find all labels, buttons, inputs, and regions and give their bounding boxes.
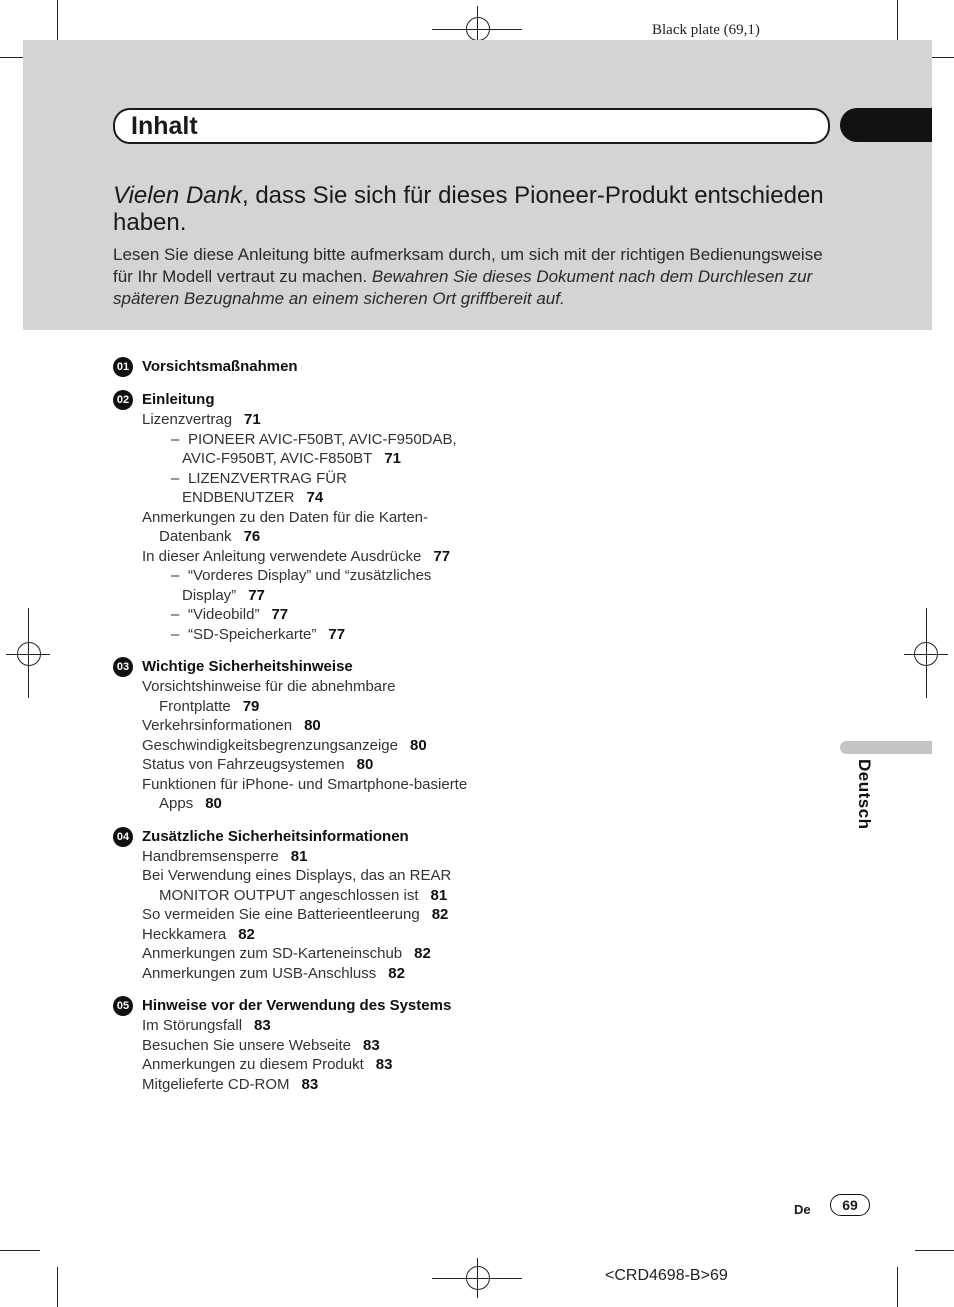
toc-entry-page: 74 [306, 489, 324, 506]
toc-entry[interactable] [142, 508, 473, 547]
chapter-number-icon: 05 [113, 996, 133, 1016]
toc-entry[interactable] [142, 755, 473, 775]
toc-entry-text: Mitgelieferte CD-ROM [142, 1075, 290, 1093]
crop-mark [915, 1250, 954, 1251]
toc-entry[interactable] [142, 925, 473, 945]
crop-mark [57, 1267, 58, 1307]
toc-entry-page: 77 [328, 625, 346, 643]
toc-entry-text: Handbremsensperre [142, 847, 279, 865]
toc-entry-page: 82 [238, 925, 255, 943]
table-of-contents [113, 356, 473, 1106]
toc-entry-page: 77 [271, 606, 289, 623]
toc-entry-text: Anmerkungen zum SD-Karteneinschub [142, 945, 403, 962]
toc-entry[interactable] [142, 547, 473, 567]
toc-entry[interactable] [142, 430, 473, 469]
toc-entry[interactable] [142, 625, 473, 645]
toc-entry-text: Geschwindigkeitsbegrenzungsanzeige [142, 736, 398, 754]
section-title-pill [113, 108, 830, 144]
toc-entry-text: Funktionen für iPhone- und Smartphone-basierte Apps [142, 775, 468, 812]
toc-entry-page: 82 [414, 945, 431, 962]
toc-entry-text: Lizenzvertrag [142, 411, 233, 428]
toc-entry[interactable] [142, 1055, 473, 1075]
registration-mark-icon [477, 6, 478, 40]
crop-mark [0, 57, 23, 58]
toc-entry[interactable] [142, 677, 473, 716]
toc-entry-page: 81 [290, 847, 308, 865]
toc-entry[interactable] [142, 964, 473, 984]
toc-entry-text: “SD-Speicherkarte” [188, 625, 317, 643]
toc-entry-text: Heckkamera [142, 925, 227, 943]
crop-mark [897, 1267, 898, 1307]
headline-rest: , dass Sie sich für dieses Pioneer-Produkt entschieden haben. [113, 182, 824, 236]
toc-entry[interactable] [142, 566, 473, 605]
toc-section-title[interactable]: Zusätzliche Sicherheitsinformationen [142, 827, 409, 845]
toc-section [113, 389, 473, 644]
intro-text [113, 244, 833, 310]
chapter-number-icon: 04 [113, 827, 133, 847]
dash-icon: – [171, 567, 180, 584]
toc-entry[interactable] [142, 469, 473, 508]
headline [113, 182, 853, 236]
toc-section [113, 826, 473, 984]
toc-entry-text: Verkehrsinformationen [142, 717, 293, 734]
toc-entry[interactable] [142, 605, 473, 625]
toc-entry-text: PIONEER AVIC-F50BT, AVIC-F950DAB, AVIC-F950BT, AVIC-F850BT [182, 430, 457, 467]
intro-italic: Bewahren Sie dieses Dokument nach dem Durchlesen zur späteren Bezugnahme an einem sicheren Ort griffbereit auf. [113, 267, 813, 308]
toc-entry-text: In dieser Anleitung verwendete Ausdrücke [142, 547, 422, 565]
toc-entry-text: Im Störungsfall [142, 1017, 243, 1034]
toc-entry-text: Bei Verwendung eines Displays, das an REAR MONITOR OUTPUT angeschlossen ist [142, 867, 452, 904]
crop-mark [0, 1250, 40, 1251]
toc-entry[interactable] [142, 736, 473, 756]
toc-entry-page: 82 [388, 964, 405, 982]
toc-section [113, 356, 473, 377]
crop-mark [932, 57, 954, 58]
toc-entry-page: 80 [205, 795, 222, 812]
dash-icon: – [171, 606, 180, 623]
toc-section-title[interactable]: Einleitung [142, 391, 215, 408]
toc-entry-page: 82 [431, 906, 449, 923]
toc-section [113, 995, 473, 1094]
toc-entry-page: 80 [356, 756, 374, 773]
toc-entry-page: 77 [248, 586, 265, 604]
crop-mark [57, 0, 58, 40]
dash-icon: – [171, 625, 180, 643]
toc-entry[interactable] [142, 1036, 473, 1056]
toc-entry-text: So vermeiden Sie eine Batterieentleerung [142, 906, 420, 923]
toc-entry-page: 80 [304, 717, 321, 734]
toc-section-title[interactable]: Vorsichtsmaßnahmen [142, 358, 298, 375]
toc-entry[interactable] [142, 944, 473, 964]
toc-entry-page: 77 [433, 547, 451, 565]
dash-icon: – [171, 430, 180, 448]
toc-entry-text: Anmerkungen zum USB-Anschluss [142, 964, 377, 982]
chapter-number-icon: 02 [113, 390, 133, 410]
toc-section-title[interactable]: Hinweise vor der Verwendung des Systems [142, 997, 452, 1014]
toc-entry-page: 83 [363, 1036, 380, 1054]
toc-entry-page: 71 [244, 411, 261, 428]
toc-entry-text: “Videobild” [188, 606, 260, 623]
footer-language-code: De [794, 1202, 811, 1217]
toc-entry[interactable] [142, 905, 473, 925]
toc-entry-page: 71 [384, 450, 402, 467]
registration-mark-icon [477, 1258, 478, 1298]
dash-icon: – [171, 469, 180, 487]
toc-entry[interactable] [142, 1075, 473, 1095]
toc-entry-page: 83 [301, 1075, 319, 1093]
toc-entry[interactable] [142, 1016, 473, 1036]
toc-entry[interactable] [142, 866, 473, 905]
chapter-number-icon: 01 [113, 357, 133, 377]
toc-entry-page: 79 [242, 697, 260, 715]
intro-normal: Lesen Sie diese Anleitung bitte aufmerksam durch, um sich mit der richtigen Bedienungsweise für Ihr Modell vertraut zu machen. [113, 245, 823, 286]
plate-label: Black plate (69,1) [652, 22, 760, 38]
toc-entry-text: Status von Fahrzeugsystemen [142, 756, 345, 773]
toc-entry-text: Besuchen Sie unsere Webseite [142, 1036, 352, 1054]
toc-entry-text: Anmerkungen zu den Daten für die Karten-Datenbank [142, 508, 429, 545]
crop-mark [897, 0, 898, 40]
toc-entry-page: 83 [254, 1017, 271, 1034]
language-tab [840, 741, 932, 754]
toc-section-title[interactable]: Wichtige Sicherheitshinweise [142, 658, 353, 675]
toc-entry[interactable] [142, 775, 473, 814]
toc-entry-page: 83 [375, 1056, 393, 1073]
toc-entry[interactable] [142, 716, 473, 736]
toc-entry-page: 81 [430, 886, 448, 904]
toc-section [113, 656, 473, 814]
headline-italic: Vielen Dank [113, 182, 242, 209]
toc-entry-text: LIZENZVERTRAG FÜR ENDBENUTZER [182, 469, 347, 506]
toc-entry-page: 76 [243, 528, 261, 545]
document-code: <CRD4698-B>69 [605, 1267, 728, 1284]
registration-mark-icon [926, 608, 927, 698]
chapter-tab [840, 108, 932, 142]
registration-mark-icon [28, 608, 29, 698]
toc-entry-text: Vorsichtshinweise für die abnehmbare Frontplatte [142, 678, 396, 715]
toc-entry[interactable] [142, 847, 473, 867]
page-number: 69 [830, 1194, 870, 1216]
side-language-label: Deutsch [855, 759, 874, 830]
toc-entry-text: Anmerkungen zu diesem Produkt [142, 1056, 364, 1073]
toc-entry-text: “Vorderes Display” und “zusätzliches Display” [182, 567, 432, 604]
toc-entry[interactable] [142, 410, 473, 430]
toc-entry-page: 80 [410, 736, 427, 754]
chapter-number-icon: 03 [113, 657, 133, 677]
section-title: Inhalt [131, 112, 198, 140]
